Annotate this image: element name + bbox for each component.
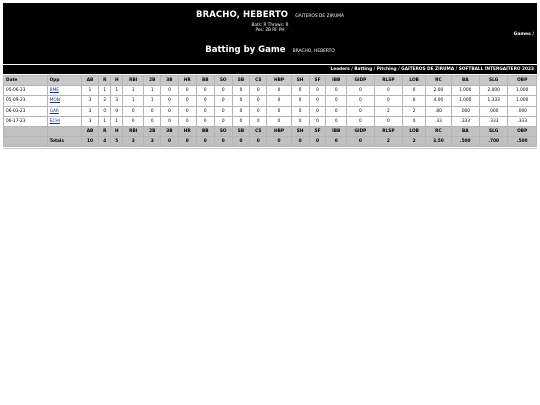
col-header-ibb: IBB: [326, 76, 347, 86]
stat-cell: 0: [144, 116, 161, 126]
stat-cell: 1: [81, 86, 99, 96]
stat-cell: 1: [144, 96, 161, 106]
stat-cell: 1.333: [479, 96, 507, 106]
stat-cell: 0: [267, 86, 291, 96]
stat-cell: 0: [291, 96, 309, 106]
stat-cell: 0: [326, 106, 347, 116]
summary-col-header: AB: [81, 126, 99, 136]
stat-cell: .000: [479, 106, 507, 116]
col-header-rbi: RBI: [123, 76, 144, 86]
total-cell: 0: [232, 137, 249, 147]
stat-cell: 0: [347, 106, 375, 116]
stat-cell: 0: [99, 106, 111, 116]
total-cell: 3.50: [426, 137, 451, 147]
col-header-hbp: HBP: [267, 76, 291, 86]
stat-cell: 0: [123, 116, 144, 126]
stat-cell: 4.00: [426, 96, 451, 106]
bottom-divider: [3, 148, 537, 149]
stat-cell: 0: [196, 96, 214, 106]
stat-cell: 1: [123, 96, 144, 106]
total-cell: 0: [250, 137, 267, 147]
opponent-link[interactable]: [47, 116, 81, 126]
stat-cell: 0: [111, 106, 123, 116]
positions: Pos: 2B RF PH: [255, 27, 285, 32]
stat-cell: 0: [250, 96, 267, 106]
stat-cell: 0: [326, 116, 347, 126]
stat-cell: 0: [403, 86, 426, 96]
player-name: BRACHO, HEBERTO: [196, 10, 289, 20]
stat-cell: 0: [267, 116, 291, 126]
col-header-ab: AB: [81, 76, 99, 86]
games-link[interactable]: Games /: [513, 32, 534, 37]
stat-cell: 0: [374, 96, 402, 106]
col-header-h: H: [111, 76, 123, 86]
stat-cell: 2: [374, 106, 402, 116]
stat-cell: 0: [309, 106, 326, 116]
player-team: GAITEROS DE ZIRUMA: [295, 14, 344, 19]
player-header: [3, 3, 537, 64]
stat-cell: 0: [374, 116, 402, 126]
stat-cell: 0: [250, 86, 267, 96]
stat-cell: 0: [347, 96, 375, 106]
total-cell: 5: [111, 137, 123, 147]
game-date: 06-03-23: [4, 106, 48, 116]
stat-cell: .333: [479, 116, 507, 126]
col-header-gidp: GIDP: [347, 76, 375, 86]
total-cell: 2: [403, 137, 426, 147]
total-cell: 0: [214, 137, 232, 147]
stat-cell: .80: [426, 106, 451, 116]
stat-cell: .33: [426, 116, 451, 126]
col-header-3b: 3B: [161, 76, 178, 86]
summary-col-header: R: [99, 126, 111, 136]
stat-cell: 0: [232, 96, 249, 106]
stat-cell: 2.000: [479, 86, 507, 96]
summary-col-header: H: [111, 126, 123, 136]
total-cell: 0: [267, 137, 291, 147]
game-date: 05-09-23: [4, 96, 48, 106]
stat-cell: 1: [111, 86, 123, 96]
stat-cell: 0: [178, 116, 196, 126]
total-cell: .500: [451, 137, 479, 147]
player-title: [3, 3, 537, 22]
col-header-sf: SF: [309, 76, 326, 86]
table-header-row: [4, 76, 537, 86]
stat-cell: 0: [161, 116, 178, 126]
stat-cell: 2: [403, 106, 426, 116]
total-cell: .500: [508, 137, 537, 147]
stat-cell: 0: [214, 116, 232, 126]
total-cell: 0: [291, 137, 309, 147]
stat-cell: 3: [81, 96, 99, 106]
table-row: [4, 86, 537, 96]
table-row: [4, 96, 537, 106]
blank-header: [4, 126, 48, 136]
stat-cell: 0: [161, 86, 178, 96]
stat-cell: 0: [161, 96, 178, 106]
summary-col-header: SB: [232, 126, 249, 136]
summary-col-header: 3B: [161, 126, 178, 136]
total-cell: 0: [309, 137, 326, 147]
summary-col-header: RLSP: [374, 126, 402, 136]
game-date: 05-06-23: [4, 86, 48, 96]
stat-cell: 1.000: [451, 86, 479, 96]
stat-cell: .000: [451, 106, 479, 116]
summary-col-header: CS: [250, 126, 267, 136]
col-header-obp: OBP: [508, 76, 537, 86]
stat-cell: 0: [196, 116, 214, 126]
stat-cell: 0: [267, 96, 291, 106]
stat-cell: 2.00: [426, 86, 451, 96]
stat-cell: 0: [374, 86, 402, 96]
stat-cell: 0: [214, 86, 232, 96]
col-header-opp: Opp: [47, 76, 81, 86]
section-title: Batting by Game: [205, 45, 286, 55]
summary-col-header: HBP: [267, 126, 291, 136]
col-header-sb: SB: [232, 76, 249, 86]
summary-col-header: LOB: [403, 126, 426, 136]
stat-cell: 0: [144, 106, 161, 116]
opponent-link-text[interactable]: GAR: [49, 108, 59, 114]
stat-cell: 0: [178, 96, 196, 106]
col-header-cs: CS: [250, 76, 267, 86]
stat-cell: 1: [111, 116, 123, 126]
stat-cell: 1: [99, 86, 111, 96]
stat-cell: 0: [267, 106, 291, 116]
game-date: 06-17-23: [4, 116, 48, 126]
stat-cell: 1: [99, 116, 111, 126]
col-header-bb: BB: [196, 76, 214, 86]
breadcrumb-nav[interactable]: Leaders / Batting / Pitching / GAITEROS DE ZIRUMA / SOFTBALL INTERGAITERO 2023: [3, 65, 537, 74]
stat-cell: .333: [508, 116, 537, 126]
summary-col-header: HR: [178, 126, 196, 136]
opponent-link-text[interactable]: BME: [49, 88, 60, 94]
summary-col-header: RBI: [123, 126, 144, 136]
col-header-so: SO: [214, 76, 232, 86]
stat-cell: 0: [326, 86, 347, 96]
stat-cell: 0: [347, 116, 375, 126]
stat-cell: 3: [111, 96, 123, 106]
stat-cell: .333: [451, 116, 479, 126]
opponent-link[interactable]: [47, 96, 81, 106]
summary-col-header: BB: [196, 126, 214, 136]
stat-cell: 0: [250, 106, 267, 116]
stat-cell: .000: [508, 106, 537, 116]
total-cell: 0: [161, 137, 178, 147]
stat-cell: 0: [214, 96, 232, 106]
stat-cell: 0: [291, 116, 309, 126]
col-header-slg: SLG: [479, 76, 507, 86]
page: [3, 3, 537, 149]
stat-cell: 0: [250, 116, 267, 126]
stat-cell: 0: [232, 106, 249, 116]
section-player: BRACHO, HEBERTO: [292, 49, 335, 54]
total-cell: 3: [144, 137, 161, 147]
batting-by-game-table: [3, 75, 537, 147]
stat-cell: 1: [123, 86, 144, 96]
summary-col-header: RC: [426, 126, 451, 136]
blank-header: [47, 126, 81, 136]
stat-cell: 3: [81, 106, 99, 116]
stat-cell: 0: [309, 86, 326, 96]
stat-cell: 0: [178, 86, 196, 96]
stat-cell: 0: [309, 116, 326, 126]
stat-cell: 0: [161, 106, 178, 116]
stat-cell: 1.000: [508, 96, 537, 106]
stat-cell: 0: [232, 116, 249, 126]
summary-header-row: [4, 126, 537, 136]
stat-cell: 0: [347, 86, 375, 96]
total-cell: 2: [374, 137, 402, 147]
stat-cell: 0: [291, 86, 309, 96]
col-header-lob: LOB: [403, 76, 426, 86]
table-body: [4, 86, 537, 147]
table-row: [4, 116, 537, 126]
totals-row: [4, 137, 537, 147]
summary-col-header: SO: [214, 126, 232, 136]
stat-cell: 0: [178, 106, 196, 116]
totals-label: Totals: [47, 137, 81, 147]
summary-col-header: SLG: [479, 126, 507, 136]
opponent-link-text[interactable]: ECHI: [49, 118, 60, 124]
bats-throws: Bats: R Throws: R: [251, 22, 289, 27]
stat-cell: 0: [403, 96, 426, 106]
total-cell: 0: [326, 137, 347, 147]
stat-cell: 0: [291, 106, 309, 116]
summary-col-header: 2B: [144, 126, 161, 136]
total-cell: 10: [81, 137, 99, 147]
stat-cell: 3: [81, 116, 99, 126]
summary-col-header: SF: [309, 126, 326, 136]
stat-cell: 1: [144, 86, 161, 96]
stat-cell: 0: [214, 106, 232, 116]
stat-cell: 0: [123, 106, 144, 116]
total-cell: 0: [196, 137, 214, 147]
section-heading: [3, 42, 537, 57]
col-header-rc: RC: [426, 76, 451, 86]
stat-cell: 0: [326, 96, 347, 106]
total-cell: 4: [99, 137, 111, 147]
stat-cell: 0: [196, 86, 214, 96]
col-header-hr: HR: [178, 76, 196, 86]
total-cell: 3: [123, 137, 144, 147]
stat-cell: 0: [196, 106, 214, 116]
summary-col-header: BA: [451, 126, 479, 136]
stat-cell: 1.000: [451, 96, 479, 106]
col-header-ba: BA: [451, 76, 479, 86]
summary-col-header: OBP: [508, 126, 537, 136]
col-header-2b: 2B: [144, 76, 161, 86]
col-header-sh: SH: [291, 76, 309, 86]
stat-cell: 1.000: [508, 86, 537, 96]
summary-col-header: IBB: [326, 126, 347, 136]
opponent-link[interactable]: [47, 106, 81, 116]
summary-col-header: SH: [291, 126, 309, 136]
col-header-rlsp: RLSP: [374, 76, 402, 86]
total-cell: .700: [479, 137, 507, 147]
summary-col-header: GIDP: [347, 126, 375, 136]
total-cell: 0: [178, 137, 196, 147]
stat-cell: 0: [232, 86, 249, 96]
col-header-date: Date: [4, 76, 48, 86]
stat-cell: 0: [403, 116, 426, 126]
table-row: [4, 106, 537, 116]
stat-cell: 0: [309, 96, 326, 106]
total-cell: 0: [347, 137, 375, 147]
col-header-r: R: [99, 76, 111, 86]
stat-cell: 2: [99, 96, 111, 106]
opponent-link-text[interactable]: MON: [49, 98, 60, 104]
totals-blank: [4, 137, 48, 147]
opponent-link[interactable]: [47, 86, 81, 96]
